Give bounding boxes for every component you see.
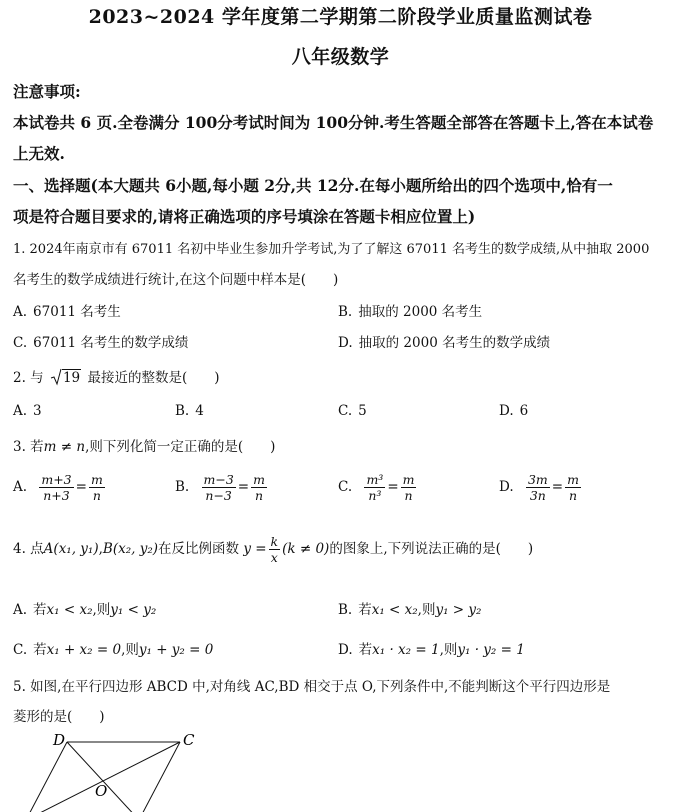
q2-option-c: C. 5 xyxy=(338,403,367,419)
q5-line-2: 菱形的是( ) xyxy=(13,709,105,725)
q4-option-d: D. 若x₁ · x₂ = 1,则y₁ · y₂ = 1 xyxy=(338,642,525,658)
exam-subtitle: 八年级数学 xyxy=(291,46,390,68)
exam-title: 2023~2024 学年度第二学期第二阶段学业质量监测试卷 xyxy=(88,6,593,28)
q4-stem: 4. 点A(x₁, y₁),B(x₂, y₂)在反比例函数 y = $\frac{k}{x}$ (k ≠ 0)的图象上,下列说法正确的是( ) xyxy=(13,534,534,565)
q3-stem: 3. 若m ≠ n,则下列化简一定正确的是( ) xyxy=(13,439,276,455)
label-d: D xyxy=(53,731,66,749)
q1-option-d: D. 抽取的 2000 名考生的数学成绩 xyxy=(338,335,551,351)
label-o: O xyxy=(95,782,108,800)
q2-stem: 2. 与 19 最接近的整数是( ) xyxy=(13,370,220,386)
notice-line-1: 本试卷共 6 页.全卷满分 100分考试时间为 100分钟.考生答题全部答在答题卡上,答在本试卷 xyxy=(13,113,654,132)
q5-line-1: 5. 如图,在平行四边形 ABCD 中,对角线 AC,BD 相交于点 O,下列条件中,不能判断这个平行四边形是 xyxy=(13,679,611,695)
section-heading-line-2: 项是符合题目要求的,请将正确选项的序号填涂在答题卡相应位置上) xyxy=(13,207,476,226)
label-c: C xyxy=(183,731,195,749)
q3-option-b: B. $\frac{m-3}{n-3}$ = $\frac{m}{n}$ xyxy=(175,472,265,503)
q3-option-c: C. $\frac{\text{m³}}{\text{n³}}$ = $\frac{m}{n}$ xyxy=(338,472,415,503)
q4-option-a: A. 若x₁ < x₂,则y₁ < y₂ xyxy=(13,602,157,618)
q3-option-a: A. $\frac{m+3}{n+3}$ = $\frac{m}{n}$ xyxy=(13,472,103,503)
q3-option-d: D. $\frac{3m}{3n}$ = $\frac{m}{n}$ xyxy=(499,472,579,503)
q1-option-b: B. 抽取的 2000 名考生 xyxy=(338,304,483,320)
q4-option-c: C. 若x₁ + x₂ = 0,则y₁ + y₂ = 0 xyxy=(13,642,214,658)
diagonal-db xyxy=(67,742,139,812)
q2-option-a: A. 3 xyxy=(13,403,42,419)
sqrt-expression: 19 xyxy=(50,370,81,386)
q2-option-b: B. 4 xyxy=(175,403,204,419)
side-da xyxy=(26,742,67,812)
q1-option-a: A. 67011 名考生 xyxy=(13,304,121,320)
q1-line-1: 1. 2024年南京市有 67011 名初中毕业生参加升学考试,为了了解这 67011 名考生的数学成绩,从中抽取 2000 xyxy=(13,242,650,257)
q2-option-d: D. 6 xyxy=(499,403,529,419)
section-heading-line-1: 一、选择题(本大题共 6小题,每小题 2分,共 12分.在每小题所给出的四个选项中,恰有一 xyxy=(13,176,613,195)
notice-heading: 注意事项: xyxy=(13,82,81,101)
parallelogram-figure xyxy=(0,725,230,812)
q4-option-b: B. 若x₁ < x₂,则y₁ > y₂ xyxy=(338,602,482,618)
radical-sign xyxy=(50,368,62,386)
notice-line-2: 上无效. xyxy=(13,144,65,163)
q1-line-2: 名考生的数学成绩进行统计,在这个问题中样本是( ) xyxy=(13,272,339,288)
q1-option-c: C. 67011 名考生的数学成绩 xyxy=(13,335,189,351)
